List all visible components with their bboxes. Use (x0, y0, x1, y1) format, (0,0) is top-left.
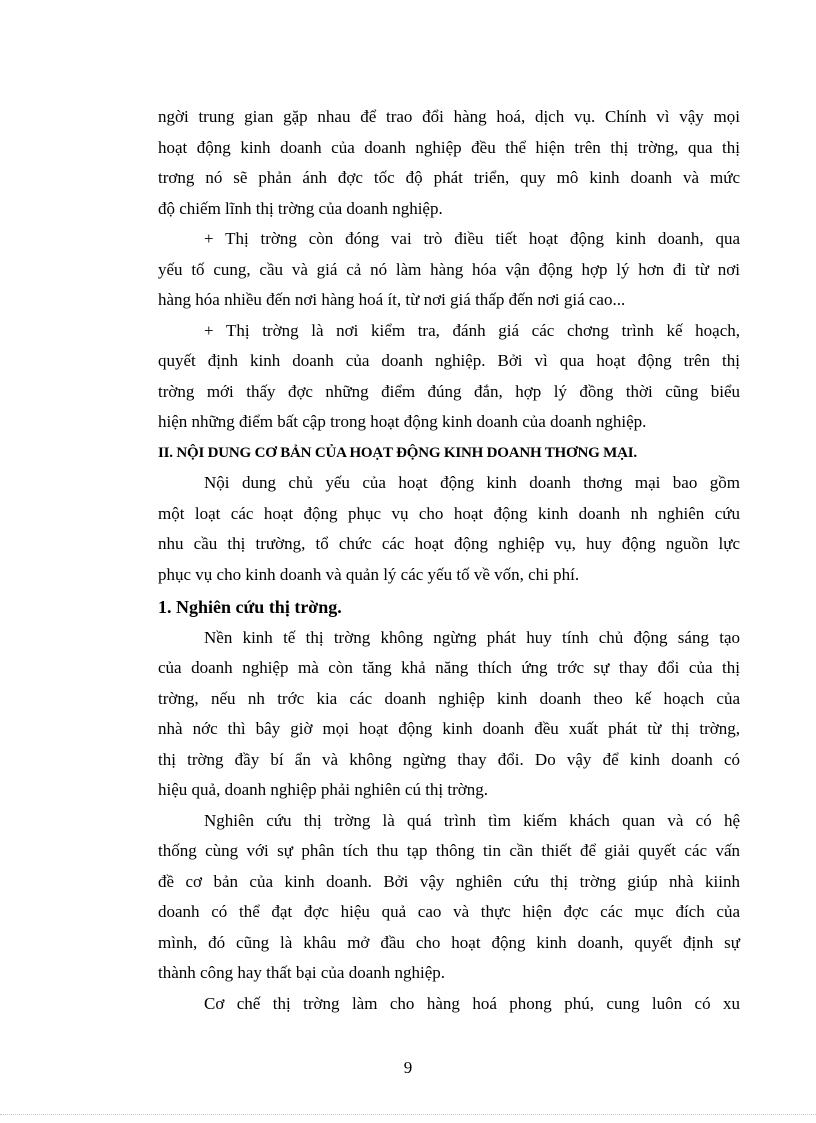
text-line: phục vụ cho kinh doanh và quản lý các yếu tố về vốn, chi phí. (158, 564, 580, 584)
section-heading-ii: II. NỘI DUNG CƠ BẢN CỦA HOẠT ĐỘNG KINH DOANH THƠNG MẠI. (158, 444, 637, 461)
text-line: nhu cầu thị trường, tổ chức các hoạt động nghiệp vụ, huy động nguồn lực (158, 534, 740, 553)
text-line: doanh có thể đạt đợc hiệu quả cao và thực hiện đợc các mục đích của (158, 902, 740, 921)
text-line: nhà nớc thì bây giờ mọi hoạt động kinh doanh đều xuất phát từ thị trờng, (158, 719, 740, 738)
text-line: hiệu quả, doanh nghiệp phải nghiên cú thị trờng. (158, 780, 489, 799)
text-line: Nghiên cứu thị trờng là quá trình tìm kiếm khách quan và có hệ (204, 810, 740, 830)
text-line: trờng, nếu nh trớc kia các doanh nghiệp kinh doanh theo kế hoạch của (158, 688, 740, 708)
text-line: hoạt động kinh doanh của doanh nghiệp đều thể hiện trên thị trờng, qua thị (158, 137, 740, 157)
text-line: + Thị trờng là nơi kiểm tra, đánh giá các chơng trình kế hoạch, (204, 320, 740, 340)
body-text (158, 102, 740, 1019)
text-line: trờng mới thấy đợc những điểm đúng đắn, hợp lý đồng thời cũng biểu (158, 381, 740, 401)
text-line: một loạt các hoạt động phục vụ cho hoạt động kinh doanh nh nghiên cứu (158, 503, 740, 523)
text-line: trơng nó sẽ phản ánh đợc tốc độ phát triển, quy mô kinh doanh và mức (158, 168, 740, 187)
page-bottom-divider (0, 1114, 816, 1115)
text-line: Nội dung chủ yếu của hoạt động kinh doanh thơng mại bao gồm (204, 473, 740, 492)
text-line: hiện những điểm bất cập trong hoạt động kinh doanh của doanh nghiệp. (158, 412, 647, 431)
text-line: đề cơ bản của kinh doanh. Bởi vậy nghiên cứu thị trờng giúp nhà kiinh (158, 871, 740, 891)
text-line: của doanh nghiệp mà còn tăng khả năng thích ứng trớc sự thay đổi của thị (158, 658, 740, 677)
text-line: Cơ chế thị trờng làm cho hàng hoá phong phú, cung luôn có xu (204, 993, 740, 1013)
subsection-heading-1: 1. Nghiên cứu thị trờng. (158, 597, 342, 617)
text-line: yếu tố cung, cầu và giá cả nó làm hàng hóa vận động hợp lý hơn đi từ nơi (158, 259, 740, 279)
text-line: quyết định kinh doanh của doanh nghiệp. Bởi vì qua hoạt động trên thị (158, 351, 740, 370)
text-line: + Thị trờng còn đóng vai trò điều tiết hoạt động kinh doanh, qua (204, 229, 740, 248)
text-line: hàng hóa nhiều đến nơi hàng hoá ít, từ nơi giá thấp đến nơi giá cao... (158, 290, 626, 309)
text-line: thống cùng với sự phân tích thu tạp thông tin cần thiết để giải quyết các vấn (158, 841, 740, 860)
text-line: ngời trung gian gặp nhau để trao đổi hàng hoá, dịch vụ. Chính vì vậy mọi (158, 107, 740, 126)
text-line: thành công hay thất bại của doanh nghiệp. (158, 963, 446, 982)
page-number: 9 (403, 1058, 413, 1077)
text-line: Nền kinh tế thị trờng không ngừng phát huy tính chủ động sáng tạo (204, 627, 740, 647)
text-line: mình, đó cũng là khâu mở đầu cho hoạt động kinh doanh, quyết định sự (158, 932, 740, 952)
text-line: thị trờng đầy bí ẩn và không ngừng thay đổi. Do vậy để kinh doanh có (158, 749, 740, 769)
text-line: độ chiếm lĩnh thị trờng của doanh nghiệp. (158, 198, 443, 218)
